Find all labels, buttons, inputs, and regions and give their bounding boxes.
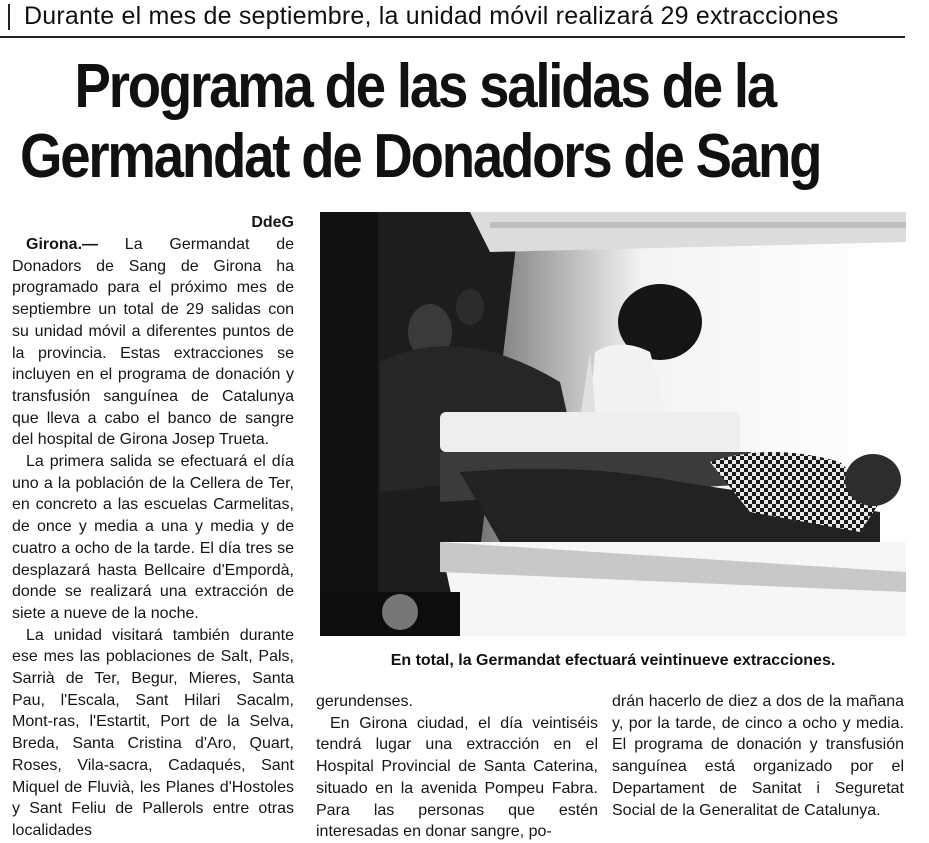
paragraph-1 (12, 234, 294, 451)
headline (20, 52, 821, 192)
article-column-2 (316, 691, 598, 843)
photo-blood-donation-scene (320, 212, 906, 636)
kicker-text: Durante el mes de septiembre, la unidad móvil realizará 29 extracciones (24, 2, 839, 30)
article-column-1 (12, 212, 294, 842)
kicker-rule (0, 36, 905, 38)
photo-caption: En total, la Germandat efectuará veintinueve extracciones. (390, 652, 836, 669)
paragraph-2: La primera salida se efectuará el día uno a la población de la Cellera de Ter, en concreto a las escuelas Carmelitas, de once y media a una y media y de cuatro a ocho de la tarde. El día tres se desplazará hasta Bellcaire d'Empordà, donde se realizará una extracción de siete a nueve de la noche. (12, 453, 294, 622)
byline: DdeG (251, 214, 294, 231)
article-column-3 (612, 691, 904, 821)
dateline-place: Girona.— (26, 236, 99, 253)
paragraph-4: gerundenses. (316, 693, 413, 710)
paragraph-5: En Girona ciudad, el día veintiséis tendrá lugar una extracción en el Hospital Provincial de Santa Caterina, situado en la avenida Pompeu Fabra. Para las personas que estén interesadas en donar sangre, po- (316, 714, 598, 841)
kicker-bar (0, 0, 929, 34)
paragraph-1-text: La Germandat de Donadors de Sang de Girona ha programado para el próximo mes de septiembre un total de 29 salidas con su unidad móvil a diferentes puntos de la provincia. Estas extracciones se incluyen en el programa de donación y transfusión sanguínea de Catalunya que lleva a cabo el banco de sangre del hospital de Girona Josep Trueta. (12, 236, 294, 449)
paragraph-3: La unidad visitará también durante ese mes las poblaciones de Salt, Pals, Sarrià de Ter, Begur, Mieres, Santa Pau, l'Escala, Sant Hilari Sacalm, Mont-ras, l'Estartit, Port de la Selva, Breda, Santa Cristina d'Aro, Quart, Roses, Vila-sacra, Cadaqués, Sant Miquel de Fluvià, les Planes d'Hostoles y Sant Feliu de Pallerols entre otras localidades (12, 626, 294, 839)
headline-line-1: Programa de las salidas de la (74, 52, 775, 121)
kicker-rule-left (8, 4, 10, 30)
headline-line-2: Germandat de Donadors de Sang (20, 122, 821, 191)
paragraph-6: drán hacerlo de diez a dos de la mañana y, por la tarde, de cinco a ocho y media. El programa de donación y transfusión sanguínea está organizado por el Departament de Sanitat i Seguretat Social de la Generalitat de Catalunya. (612, 693, 904, 819)
news-photo (320, 212, 906, 636)
